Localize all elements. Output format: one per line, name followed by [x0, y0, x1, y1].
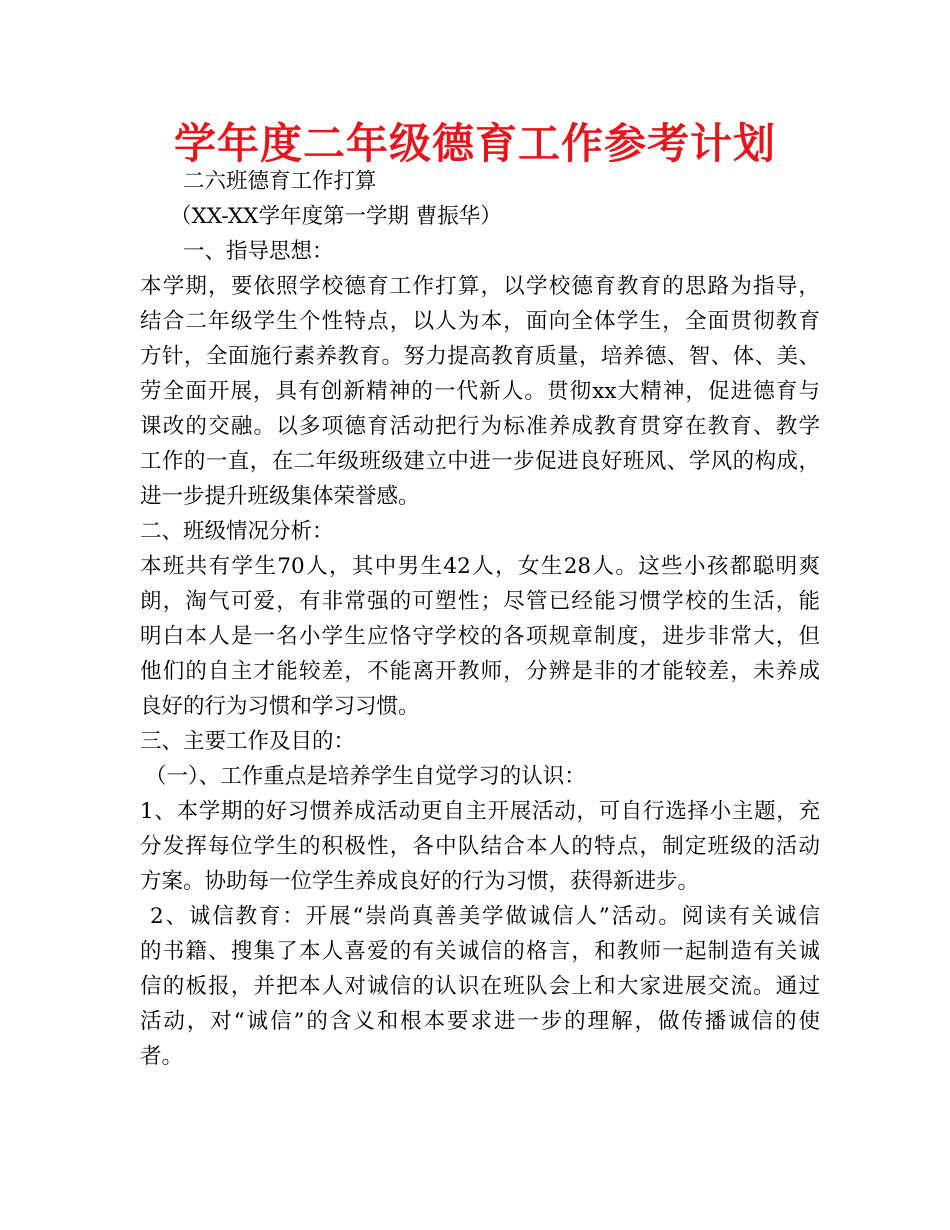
paragraph-line: 2、诚信教育：开展“崇尚真善美学做诚信人”活动。阅读有关诚信 [150, 904, 820, 929]
section-1-heading: 一、指导思想： [183, 239, 334, 264]
paragraph-line: 的书籍、搜集了本人喜爱的有关诚信的格言，和教师一起制造有关诚 [140, 939, 820, 964]
paragraph-line: 良好的行为习惯和学习习惯。 [140, 694, 420, 719]
subsection-1-heading: （一）、工作重点是培养学生自觉学习的认识： [145, 764, 586, 789]
paragraph-line: 劳全面开展，具有创新精神的一代新人。贯彻xx大精神，促进德育与 [140, 379, 820, 404]
paragraph-line: 他们的自主才能较差，不能离开教师，分辨是非的才能较差，未养成 [140, 659, 820, 684]
paragraph-line: 信的板报，并把本人对诚信的认识在班队会上和大家进展交流。通过 [140, 974, 820, 999]
section-2-heading: 二、班级情况分析： [140, 519, 334, 544]
paragraph-line: 方针，全面施行素养教育。努力提高教育质量，培养德、智、体、美、 [140, 344, 820, 369]
section-2-paragraph [140, 549, 820, 724]
section-3-heading: 三、主要工作及目的： [140, 729, 356, 754]
term-line: （XX-XX学年度第一学期 曹振华） [170, 204, 502, 229]
item-1-paragraph [140, 794, 820, 899]
paragraph-line: 方案。协助每一位学生养成良好的行为习惯，获得新进步。 [140, 869, 700, 894]
document-title: 学年度二年级德育工作参考计划 [173, 119, 776, 168]
item-2-paragraph [140, 899, 820, 1074]
paragraph-line: 活动，对“诚信”的含义和根本要求进一步的理解，做传播诚信的使 [140, 1009, 820, 1034]
paragraph-line: 明白本人是一名小学生应恪守学校的各项规章制度，进步非常大，但 [140, 624, 820, 649]
paragraph-line: 朗，淘气可爱，有非常强的可塑性；尽管已经能习惯学校的生活，能 [140, 589, 820, 614]
subtitle: 二六班德育工作打算 [183, 169, 377, 194]
paragraph-line: 本班共有学生70人，其中男生42人，女生28人。这些小孩都聪明爽 [140, 554, 820, 579]
paragraph-line: 本学期，要依照学校德育工作打算，以学校德育教育的思路为指导， [140, 274, 820, 299]
document-body [140, 164, 820, 1074]
paragraph-line: 工作的一直，在二年级班级建立中进一步促进良好班风、学风的构成， [140, 449, 820, 474]
paragraph-line: 进一步提升班级集体荣誉感。 [140, 484, 420, 509]
section-1-paragraph [140, 269, 820, 514]
paragraph-line: 课改的交融。以多项德育活动把行为标准养成教育贯穿在教育、教学 [140, 414, 820, 439]
paragraph-line: 结合二年级学生个性特点，以人为本，面向全体学生，全面贯彻教育 [140, 309, 820, 334]
paragraph-line: 者。 [140, 1044, 184, 1069]
paragraph-line: 1、本学期的好习惯养成活动更自主开展活动，可自行选择小主题，充 [140, 799, 820, 824]
paragraph-line: 分发挥每位学生的积极性，各中队结合本人的特点，制定班级的活动 [140, 834, 820, 859]
